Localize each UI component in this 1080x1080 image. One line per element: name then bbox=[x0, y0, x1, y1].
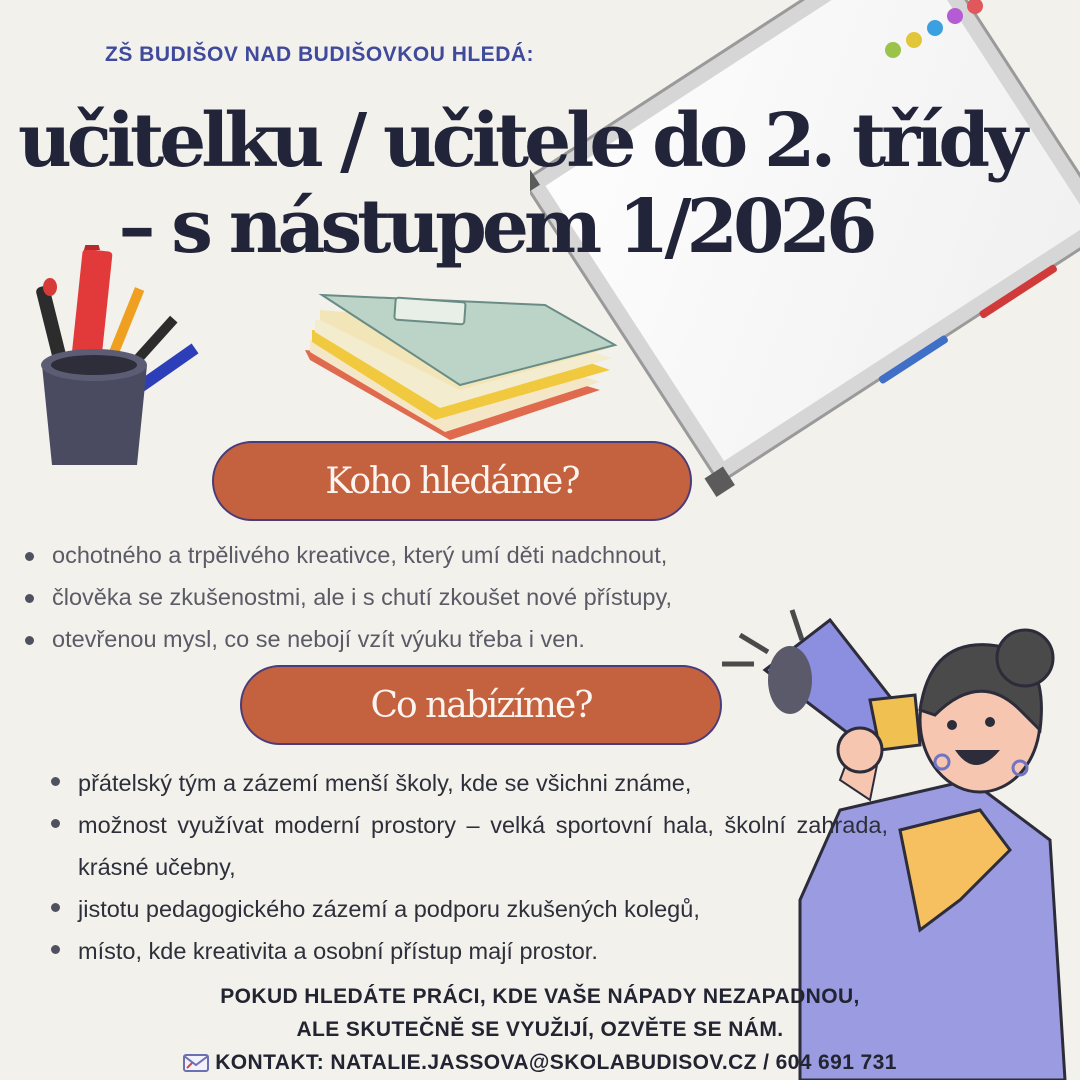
offer-list bbox=[48, 762, 888, 972]
footer-line-2: ALE SKUTEČNĚ SE VYUŽIJÍ, OZVĚTE SE NÁM. bbox=[296, 1018, 784, 1041]
list-item: otevřenou mysl, co se nebojí vzít výuku třeba i ven. bbox=[22, 621, 672, 663]
headline-line-2: – s nástupem 1/2026 bbox=[118, 184, 873, 270]
page-title bbox=[18, 98, 1024, 270]
contact-line bbox=[0, 1051, 1080, 1075]
headline-line-1: učitelku / učitele do 2. třídy bbox=[18, 98, 1024, 184]
list-item: možnost využívat moderní prostory – velká sportovní hala, školní zahrada, krásné učebny, bbox=[48, 804, 888, 888]
list-item: přátelský tým a zázemí menší školy, kde se všichni známe, bbox=[48, 762, 888, 804]
footer-line-1: POKUD HLEDÁTE PRÁCI, KDE VAŠE NÁPADY NEZAPADNOU, bbox=[220, 985, 860, 1008]
contact-text[interactable]: KONTAKT: NATALIE.JASSOVA@SKOLABUDISOV.CZ / 604 691 731 bbox=[215, 1051, 897, 1074]
pencil-cup-illustration bbox=[22, 245, 212, 475]
school-label: ZŠ BUDIŠOV NAD BUDIŠOVKOU HLEDÁ: bbox=[105, 43, 535, 66]
list-item: člověka se zkušenostmi, ale i s chutí zkoušet nové přístupy, bbox=[22, 579, 672, 621]
requirements-list bbox=[22, 537, 672, 663]
list-item: jistotu pedagogického zázemí a podporu zkušených kolegů, bbox=[48, 888, 888, 930]
section-title-co-nabizime: Co nabízíme? bbox=[240, 665, 722, 745]
envelope-icon bbox=[183, 1051, 209, 1075]
list-item: ochotného a trpělivého kreativce, který umí děti nadchnout, bbox=[22, 537, 672, 579]
list-item: místo, kde kreativita a osobní přístup mají prostor. bbox=[48, 930, 888, 972]
section-title-koho-hledame: Koho hledáme? bbox=[212, 441, 692, 521]
books-illustration bbox=[300, 290, 630, 450]
